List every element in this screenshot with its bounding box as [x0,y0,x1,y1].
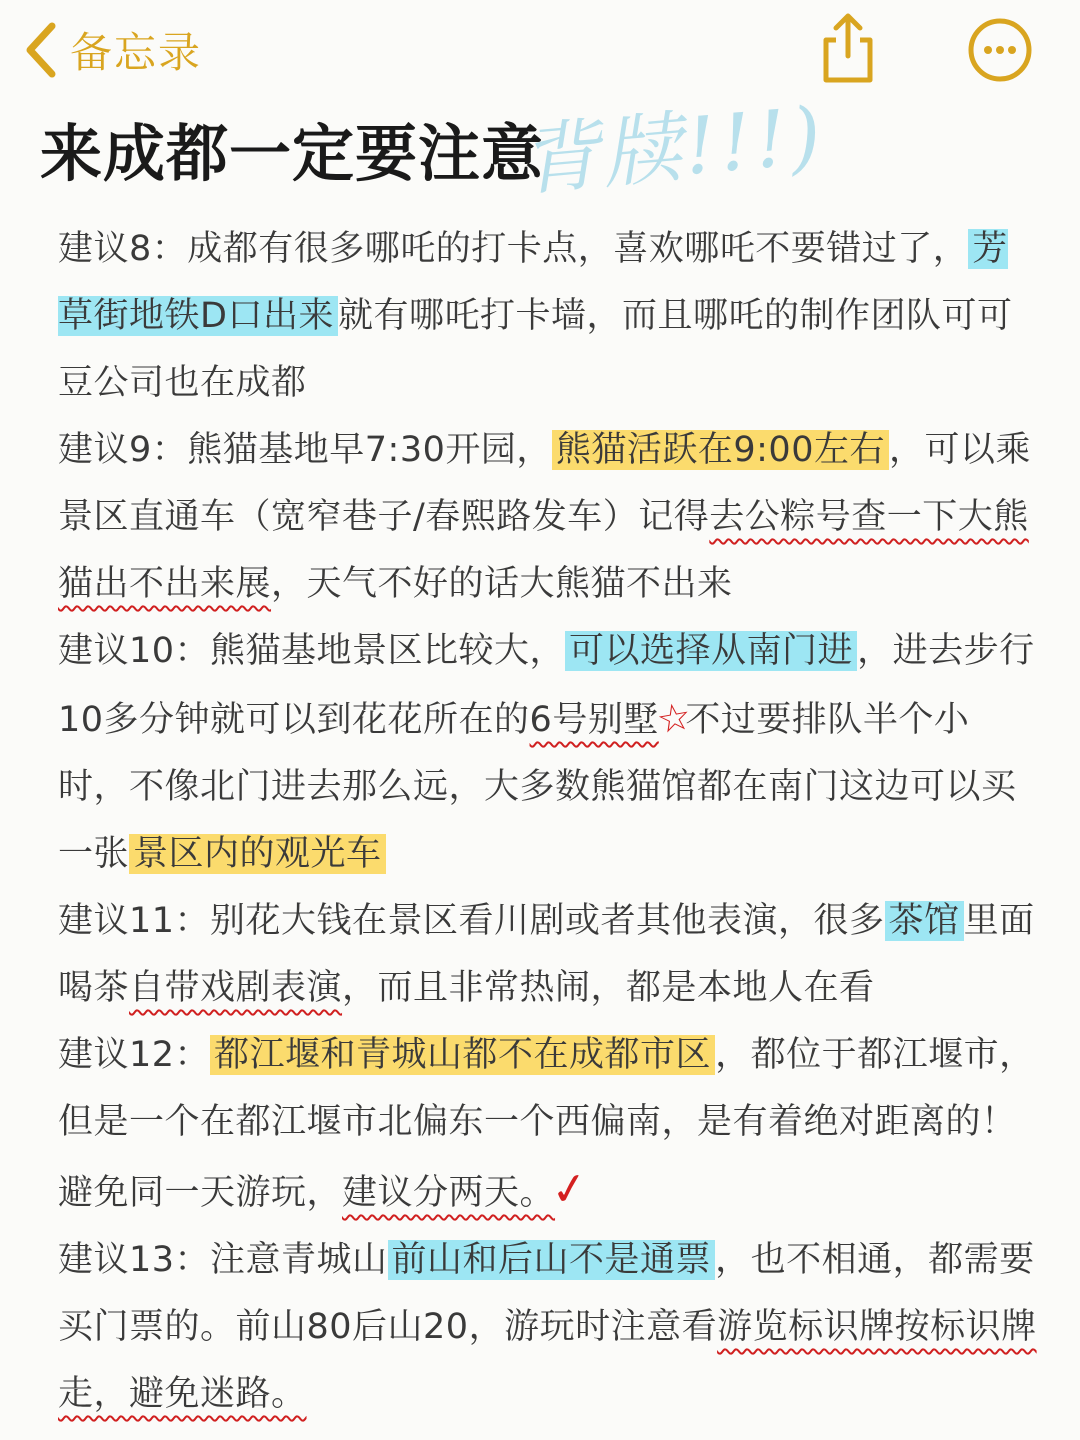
tip-paragraph: 建议13：注意青城山 前山和后山不是通票 ，也不相通，都需要买门票的。前山80后山20，游玩时注意看游览标识牌按标识牌走，避免迷路。 [58,1240,1037,1414]
share-button[interactable] [812,10,884,86]
handwritten-annotation: 背牍!!!) [517,90,829,208]
tip-paragraph: 建议8：成都有很多哪吒的打卡点，喜欢哪吒不要错过了， 芳草街地铁D口出来 就有哪吒打卡墙，而且哪吒的制作团队可可豆公司也在成都 [58,229,1013,403]
chevron-left-icon [22,22,58,78]
note-body[interactable] [58,216,1038,1428]
underline-annotation: 去公粽号查一下大熊猫出不出来展 [58,497,1029,604]
highlight-yellow: 景区内的观光车 [129,834,386,874]
checkmark-icon: ✓ [547,1161,592,1218]
highlight-blue: 芳草街地铁D口出来 [58,229,1008,336]
back-button[interactable] [22,18,202,82]
tip-paragraph: 建议10：熊猫基地景区比较大， 可以选择从南门进 ，进去步行10多分钟就可以到花花所在的6号别墅☆不过要排队半个小时，不像北门进去那么远，大多数熊猫馆都在南门这边可以买一张 景区内的观光车 [58,631,1035,874]
navigation-bar [0,0,1080,100]
star-mark-icon: ☆ [653,693,695,743]
underline-annotation: 建议分两天。 [342,1173,556,1213]
highlight-blue: 可以选择从南门进 [565,631,857,671]
highlight-yellow: 熊猫活跃在9:00左右 [552,430,889,470]
highlight-blue: 前山和后山不是通票 [388,1240,716,1280]
tip-paragraph: 建议11：别花大钱在景区看川剧或者其他表演，很多 茶馆 里面喝茶自带戏剧表演，而且非常热闹，都是本地人在看 [58,901,1035,1008]
back-label: 备忘录 [70,28,203,77]
tip-paragraph: 建议9：熊猫基地早7:30开园， 熊猫活跃在9:00左右 ，可以乘景区直通车（宽窄巷子/春熙路发车）记得去公粽号查一下大熊猫出不出来展，天气不好的话大熊猫不出来 [58,430,1031,604]
underline-annotation: 自带戏剧表演 [129,968,343,1008]
more-options-button[interactable] [966,16,1034,84]
more-options-icon [966,16,1034,84]
tip-paragraph: 建议12： 都江堰和青城山都不在成都市区 ，都位于都江堰市，但是一个在都江堰市北偏东一个西偏南，是有着绝对距离的！避免同一天游玩，建议分两天。✓ [58,1022,1038,1227]
underline-annotation: 6号别墅 [529,700,659,740]
share-icon [812,10,884,86]
underline-annotation: 游览标识牌按标识牌走，避免迷路。 [58,1307,1037,1414]
note-title: 来成都一定要注意 [40,117,545,190]
highlight-blue: 茶馆 [885,901,964,941]
highlight-yellow: 都江堰和青城山都不在成都市区 [210,1035,715,1075]
